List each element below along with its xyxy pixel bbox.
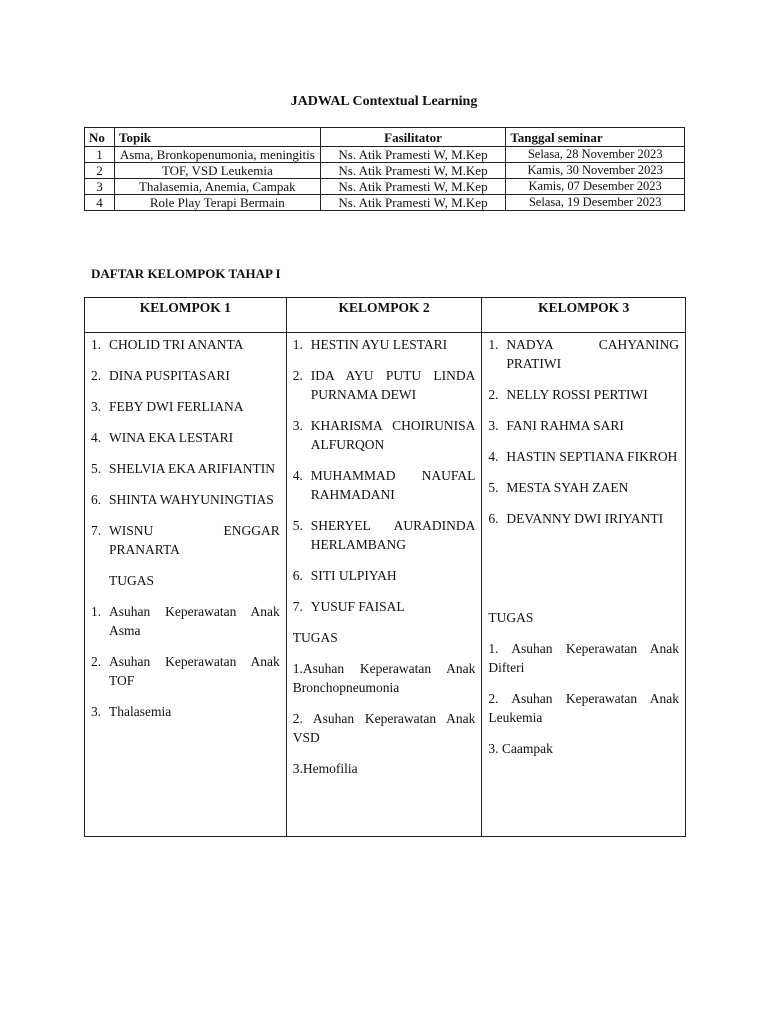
tugas-label: TUGAS xyxy=(292,630,338,645)
task-item: 1.Asuhan Keperawatan Anak Bronchopneumonia xyxy=(292,661,476,695)
group-3-cell xyxy=(482,333,686,837)
member-item: 1. CHOLID TRI ANANTA xyxy=(91,337,244,352)
member-item: 2. IDA AYU PUTU LINDA PURNAMA DEWI xyxy=(292,368,476,402)
row-topic: TOF, VSD Leukemia xyxy=(114,163,320,179)
groups-header-row xyxy=(85,298,686,333)
member-item: 2. DINA PUSPITASARI xyxy=(91,368,230,383)
row-topic: Thalasemia, Anemia, Campak xyxy=(114,179,320,195)
schedule-row xyxy=(85,179,685,195)
member-item: 3. FEBY DWI FERLIANA xyxy=(91,399,244,414)
tugas-label: TUGAS xyxy=(109,573,155,588)
row-facilitator: Ns. Atik Pramesti W, M.Kep xyxy=(320,179,506,195)
member-item: 5. SHERYEL AURADINDA HERLAMBANG xyxy=(292,518,476,552)
schedule-table xyxy=(84,127,685,211)
row-topic: Asma, Bronkopenumonia, meningitis xyxy=(114,147,320,163)
member-item: 4. MUHAMMAD NAUFAL RAHMADANI xyxy=(292,468,476,502)
member-item: 4. WINA EKA LESTARI xyxy=(91,430,234,445)
group-1-cell xyxy=(85,333,287,837)
row-facilitator: Ns. Atik Pramesti W, M.Kep xyxy=(320,195,506,211)
schedule-row xyxy=(85,147,685,163)
member-item: 6. SHINTA WAHYUNINGTIAS xyxy=(91,492,274,507)
schedule-row xyxy=(85,163,685,179)
row-no: 2 xyxy=(85,163,115,179)
group-2-name: KELOMPOK 2 xyxy=(286,298,482,333)
groups-heading: DAFTAR KELOMPOK TAHAP I xyxy=(91,266,281,281)
row-topic: Role Play Terapi Bermain xyxy=(114,195,320,211)
task-item: 3.Hemofilia xyxy=(292,761,358,776)
task-item: 1. Asuhan Keperawatan Anak Asma xyxy=(91,604,280,638)
group-3-name: KELOMPOK 3 xyxy=(482,298,686,333)
row-no: 4 xyxy=(85,195,115,211)
task-item: 1. Asuhan Keperawatan Anak Difteri xyxy=(488,641,679,675)
row-date: Kamis, 30 November 2023 xyxy=(506,163,685,179)
group-1-name: KELOMPOK 1 xyxy=(85,298,287,333)
member-item: 4. HASTIN SEPTIANA FIKROH xyxy=(488,449,678,464)
header-fasilitator: Fasilitator xyxy=(320,128,506,147)
row-date: Selasa, 19 Desember 2023 xyxy=(506,195,685,211)
member-item: 1. HESTIN AYU LESTARI xyxy=(292,337,448,352)
schedule-header-row xyxy=(85,128,685,147)
task-item: 3. Caampak xyxy=(488,741,553,756)
member-item: 3. KHARISMA CHOIRUNISA ALFURQON xyxy=(292,418,476,452)
row-date: Kamis, 07 Desember 2023 xyxy=(506,179,685,195)
task-item: 3. Thalasemia xyxy=(91,704,172,719)
row-date: Selasa, 28 November 2023 xyxy=(506,147,685,163)
member-item: 7. YUSUF FAISAL xyxy=(292,599,405,614)
member-item: 2. NELLY ROSSI PERTIWI xyxy=(488,387,648,402)
header-topik: Topik xyxy=(114,128,320,147)
task-item: 2. Asuhan Keperawatan Anak Leukemia xyxy=(488,691,679,725)
groups-table xyxy=(84,297,686,837)
header-tanggal: Tanggal seminar xyxy=(506,128,685,147)
member-item: 6. SITI ULPIYAH xyxy=(292,568,397,583)
document-title: JADWAL Contextual Learning xyxy=(290,94,478,109)
member-item: 5. MESTA SYAH ZAEN xyxy=(488,480,629,495)
row-no: 3 xyxy=(85,179,115,195)
groups-body-row xyxy=(85,333,686,837)
tugas-label: TUGAS xyxy=(488,610,534,625)
member-item: 6. DEVANNY DWI IRIYANTI xyxy=(488,511,664,526)
task-item: 2. Asuhan Keperawatan Anak VSD xyxy=(292,711,476,745)
member-item: 7. WISNU ENGGAR PRANARTA xyxy=(91,523,280,557)
row-no: 1 xyxy=(85,147,115,163)
header-no: No xyxy=(85,128,115,147)
member-item: 1. NADYA CAHYANING PRATIWI xyxy=(488,337,679,371)
row-facilitator: Ns. Atik Pramesti W, M.Kep xyxy=(320,147,506,163)
member-item: 5. SHELVIA EKA ARIFIANTIN xyxy=(91,461,276,476)
task-item: 2. Asuhan Keperawatan Anak TOF xyxy=(91,654,280,688)
schedule-row xyxy=(85,195,685,211)
group-2-cell xyxy=(286,333,482,837)
member-item: 3. FANI RAHMA SARI xyxy=(488,418,624,433)
row-facilitator: Ns. Atik Pramesti W, M.Kep xyxy=(320,163,506,179)
